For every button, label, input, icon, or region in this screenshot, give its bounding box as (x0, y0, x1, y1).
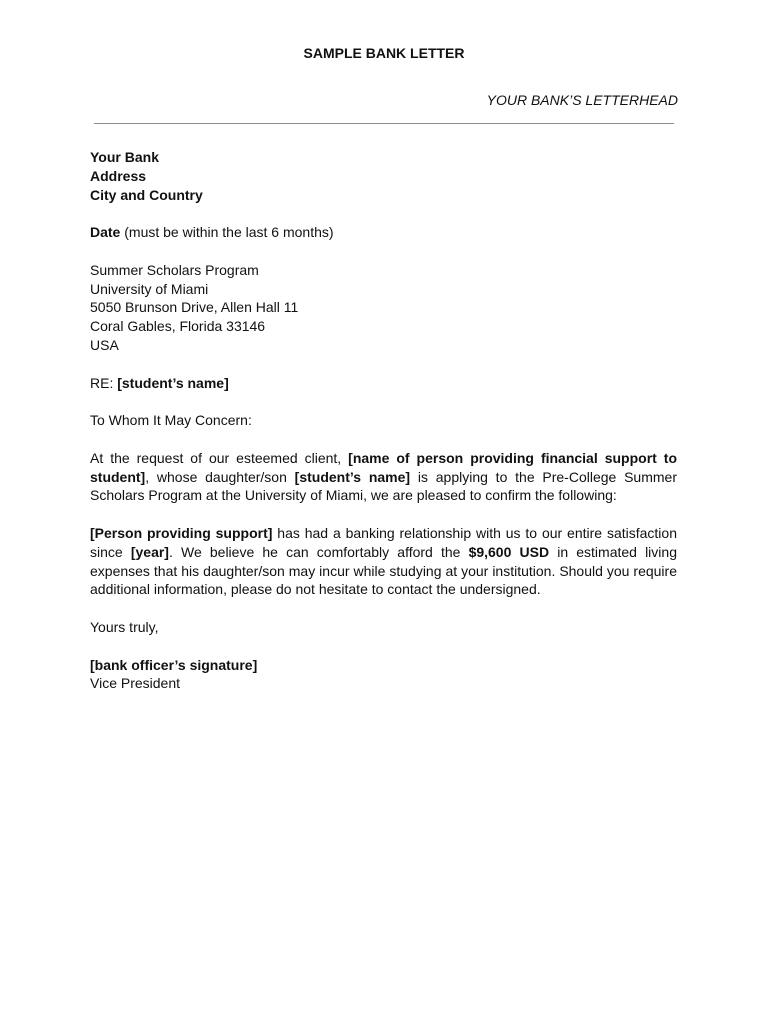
date-note: (must be within the last 6 months) (120, 224, 334, 241)
recipient-street: 5050 Brunson Drive, Allen Hall 11 (90, 299, 299, 316)
recipient-block (90, 261, 677, 355)
document-title: SAMPLE BANK LETTER (303, 45, 465, 61)
salutation: To Whom It May Concern: (90, 412, 252, 429)
signature-placeholder: [bank officer’s signature] (90, 656, 258, 673)
re-line (90, 374, 677, 393)
paragraph-confirmation (90, 524, 677, 599)
p2-text-2: . We believe he can comfortably afford the (168, 543, 469, 560)
recipient-program: Summer Scholars Program (90, 261, 259, 278)
letterhead-placeholder: YOUR BANK’S LETTERHEAD (486, 92, 678, 108)
signer-title: Vice President (90, 675, 181, 692)
recipient-university: University of Miami (90, 280, 209, 297)
p1-text-2: , whose daughter/son (145, 468, 295, 485)
p2-text-3: in estimated living expenses that his daughter/son may incur while studying at your institution. Should you require additional information, please do not hesitate to contact the undersigned. (90, 543, 677, 598)
sender-address: Address (90, 167, 147, 184)
sender-city-country: City and Country (90, 186, 203, 203)
p2-amount: $9,600 USD (468, 543, 550, 560)
recipient-city: Coral Gables, Florida 33146 (90, 318, 266, 335)
date-line (90, 223, 677, 242)
p1-text-3: is applying to the Pre-College Summer Scholars Program at the University of Miami, we are pleased to confirm the following: (90, 468, 677, 504)
sender-block (90, 148, 677, 204)
p1-text-1: At the request of our esteemed client, (90, 449, 349, 466)
p2-year: [year] (130, 543, 169, 560)
p1-supporter-name: [name of person providing financial support to student] (90, 449, 677, 485)
date-label: Date (90, 224, 121, 241)
p2-supporter: [Person providing support] (90, 524, 273, 541)
p1-student-name: [student’s name] (294, 468, 411, 485)
sender-bank-name: Your Bank (90, 149, 159, 165)
recipient-country: USA (90, 336, 119, 353)
re-label: RE: (90, 374, 118, 391)
p2-text-1: has had a banking relationship with us to our entire satisfaction since (90, 524, 677, 560)
letter-body (90, 148, 677, 712)
letterhead-divider (94, 123, 674, 124)
signature-block (90, 656, 677, 694)
paragraph-request (90, 449, 677, 505)
re-student-name: [student’s name] (117, 374, 229, 391)
closing: Yours truly, (90, 618, 159, 635)
